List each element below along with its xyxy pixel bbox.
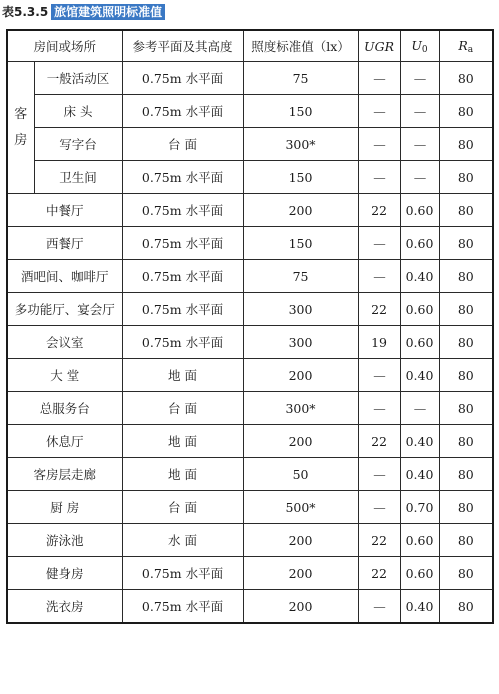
ugr-value: — xyxy=(358,458,400,491)
ugr-value: — xyxy=(358,359,400,392)
room-name: 厨 房 xyxy=(7,491,122,524)
u0-value: 0.60 xyxy=(400,326,439,359)
illuminance-value: 150 xyxy=(243,95,358,128)
reference-plane: 0.75m 水平面 xyxy=(122,590,243,624)
table-caption xyxy=(2,2,165,22)
ugr-value: — xyxy=(358,128,400,161)
table-row xyxy=(7,62,493,95)
lighting-standard-table xyxy=(6,29,494,624)
ugr-value: — xyxy=(358,62,400,95)
reference-plane: 地 面 xyxy=(122,359,243,392)
illuminance-value: 300* xyxy=(243,128,358,161)
illuminance-value: 50 xyxy=(243,458,358,491)
ugr-value: — xyxy=(358,392,400,425)
ugr-value: 19 xyxy=(358,326,400,359)
ra-value: 80 xyxy=(439,425,493,458)
room-name: 休息厅 xyxy=(7,425,122,458)
ugr-value: — xyxy=(358,491,400,524)
u0-value: 0.40 xyxy=(400,425,439,458)
u0-value: — xyxy=(400,161,439,194)
ugr-value: 22 xyxy=(358,425,400,458)
header-ra-main: R xyxy=(458,37,468,53)
table-row xyxy=(7,557,493,590)
u0-value: 0.70 xyxy=(400,491,439,524)
table-row xyxy=(7,458,493,491)
table-row xyxy=(7,161,493,194)
table-row xyxy=(7,425,493,458)
ra-value: 80 xyxy=(439,524,493,557)
ra-value: 80 xyxy=(439,293,493,326)
guest-room-group-label xyxy=(7,62,34,194)
guest-room-char-2: 房 xyxy=(14,132,28,148)
reference-plane: 0.75m 水平面 xyxy=(122,95,243,128)
reference-plane: 台 面 xyxy=(122,491,243,524)
illuminance-value: 200 xyxy=(243,425,358,458)
reference-plane: 0.75m 水平面 xyxy=(122,62,243,95)
header-room: 房间或场所 xyxy=(7,30,122,62)
reference-plane: 0.75m 水平面 xyxy=(122,293,243,326)
ra-value: 80 xyxy=(439,260,493,293)
ugr-value: — xyxy=(358,227,400,260)
illuminance-value: 150 xyxy=(243,227,358,260)
table-body xyxy=(7,62,493,624)
room-name: 会议室 xyxy=(7,326,122,359)
ugr-value: 22 xyxy=(358,194,400,227)
ra-value: 80 xyxy=(439,326,493,359)
illuminance-value: 200 xyxy=(243,557,358,590)
room-name: 游泳池 xyxy=(7,524,122,557)
header-u0-main: U xyxy=(411,37,422,53)
ugr-value: 22 xyxy=(358,293,400,326)
table-title: 旅馆建筑照明标准值 xyxy=(51,4,165,20)
u0-value: — xyxy=(400,95,439,128)
illuminance-value: 200 xyxy=(243,194,358,227)
table-row xyxy=(7,326,493,359)
reference-plane: 台 面 xyxy=(122,128,243,161)
room-name: 床 头 xyxy=(34,95,122,128)
header-lux: 照度标准值（lx） xyxy=(243,30,358,62)
illuminance-value: 75 xyxy=(243,260,358,293)
reference-plane: 地 面 xyxy=(122,458,243,491)
room-name: 西餐厅 xyxy=(7,227,122,260)
table-row xyxy=(7,128,493,161)
illuminance-value: 150 xyxy=(243,161,358,194)
guest-room-char-1: 客 xyxy=(14,106,28,122)
ra-value: 80 xyxy=(439,128,493,161)
reference-plane: 0.75m 水平面 xyxy=(122,194,243,227)
header-row xyxy=(7,30,493,62)
ra-value: 80 xyxy=(439,392,493,425)
u0-value: 0.60 xyxy=(400,524,439,557)
table-number: 表5.3.5 xyxy=(2,5,49,19)
table-row xyxy=(7,590,493,624)
illuminance-value: 200 xyxy=(243,524,358,557)
u0-value: 0.40 xyxy=(400,359,439,392)
illuminance-value: 300 xyxy=(243,293,358,326)
illuminance-value: 75 xyxy=(243,62,358,95)
ugr-value: — xyxy=(358,590,400,624)
ra-value: 80 xyxy=(439,227,493,260)
ra-value: 80 xyxy=(439,62,493,95)
header-u0 xyxy=(400,30,439,62)
table-row xyxy=(7,95,493,128)
ra-value: 80 xyxy=(439,194,493,227)
ugr-value: — xyxy=(358,161,400,194)
room-name: 大 堂 xyxy=(7,359,122,392)
table-row xyxy=(7,260,493,293)
illuminance-value: 200 xyxy=(243,359,358,392)
ra-value: 80 xyxy=(439,590,493,624)
illuminance-value: 200 xyxy=(243,590,358,624)
room-name: 洗衣房 xyxy=(7,590,122,624)
u0-value: — xyxy=(400,128,439,161)
table-row xyxy=(7,524,493,557)
u0-value: — xyxy=(400,392,439,425)
ra-value: 80 xyxy=(439,161,493,194)
illuminance-value: 300 xyxy=(243,326,358,359)
table-row xyxy=(7,392,493,425)
ugr-value: 22 xyxy=(358,557,400,590)
u0-value: — xyxy=(400,62,439,95)
table-row xyxy=(7,227,493,260)
u0-value: 0.40 xyxy=(400,458,439,491)
room-name: 客房层走廊 xyxy=(7,458,122,491)
table-row xyxy=(7,491,493,524)
header-ra xyxy=(439,30,493,62)
ugr-value: — xyxy=(358,95,400,128)
ra-value: 80 xyxy=(439,359,493,392)
reference-plane: 0.75m 水平面 xyxy=(122,260,243,293)
header-ra-sub: a xyxy=(467,44,474,55)
reference-plane: 水 面 xyxy=(122,524,243,557)
u0-value: 0.40 xyxy=(400,260,439,293)
ra-value: 80 xyxy=(439,557,493,590)
u0-value: 0.60 xyxy=(400,194,439,227)
table-row xyxy=(7,194,493,227)
u0-value: 0.60 xyxy=(400,557,439,590)
header-ugr: UGR xyxy=(358,30,400,62)
ugr-value: 22 xyxy=(358,524,400,557)
ra-value: 80 xyxy=(439,95,493,128)
reference-plane: 地 面 xyxy=(122,425,243,458)
reference-plane: 0.75m 水平面 xyxy=(122,227,243,260)
room-name: 酒吧间、咖啡厅 xyxy=(7,260,122,293)
u0-value: 0.60 xyxy=(400,227,439,260)
room-name: 一般活动区 xyxy=(34,62,122,95)
table-row xyxy=(7,293,493,326)
room-name: 写字台 xyxy=(34,128,122,161)
ugr-value: — xyxy=(358,260,400,293)
room-name: 多功能厅、宴会厅 xyxy=(7,293,122,326)
reference-plane: 台 面 xyxy=(122,392,243,425)
room-name: 卫生间 xyxy=(34,161,122,194)
reference-plane: 0.75m 水平面 xyxy=(122,557,243,590)
room-name: 总服务台 xyxy=(7,392,122,425)
room-name: 中餐厅 xyxy=(7,194,122,227)
u0-value: 0.60 xyxy=(400,293,439,326)
reference-plane: 0.75m 水平面 xyxy=(122,161,243,194)
reference-plane: 0.75m 水平面 xyxy=(122,326,243,359)
room-name: 健身房 xyxy=(7,557,122,590)
ra-value: 80 xyxy=(439,491,493,524)
header-u0-sub: 0 xyxy=(421,44,428,55)
u0-value: 0.40 xyxy=(400,590,439,624)
table-row xyxy=(7,359,493,392)
header-plane: 参考平面及其高度 xyxy=(122,30,243,62)
ra-value: 80 xyxy=(439,458,493,491)
illuminance-value: 500* xyxy=(243,491,358,524)
illuminance-value: 300* xyxy=(243,392,358,425)
